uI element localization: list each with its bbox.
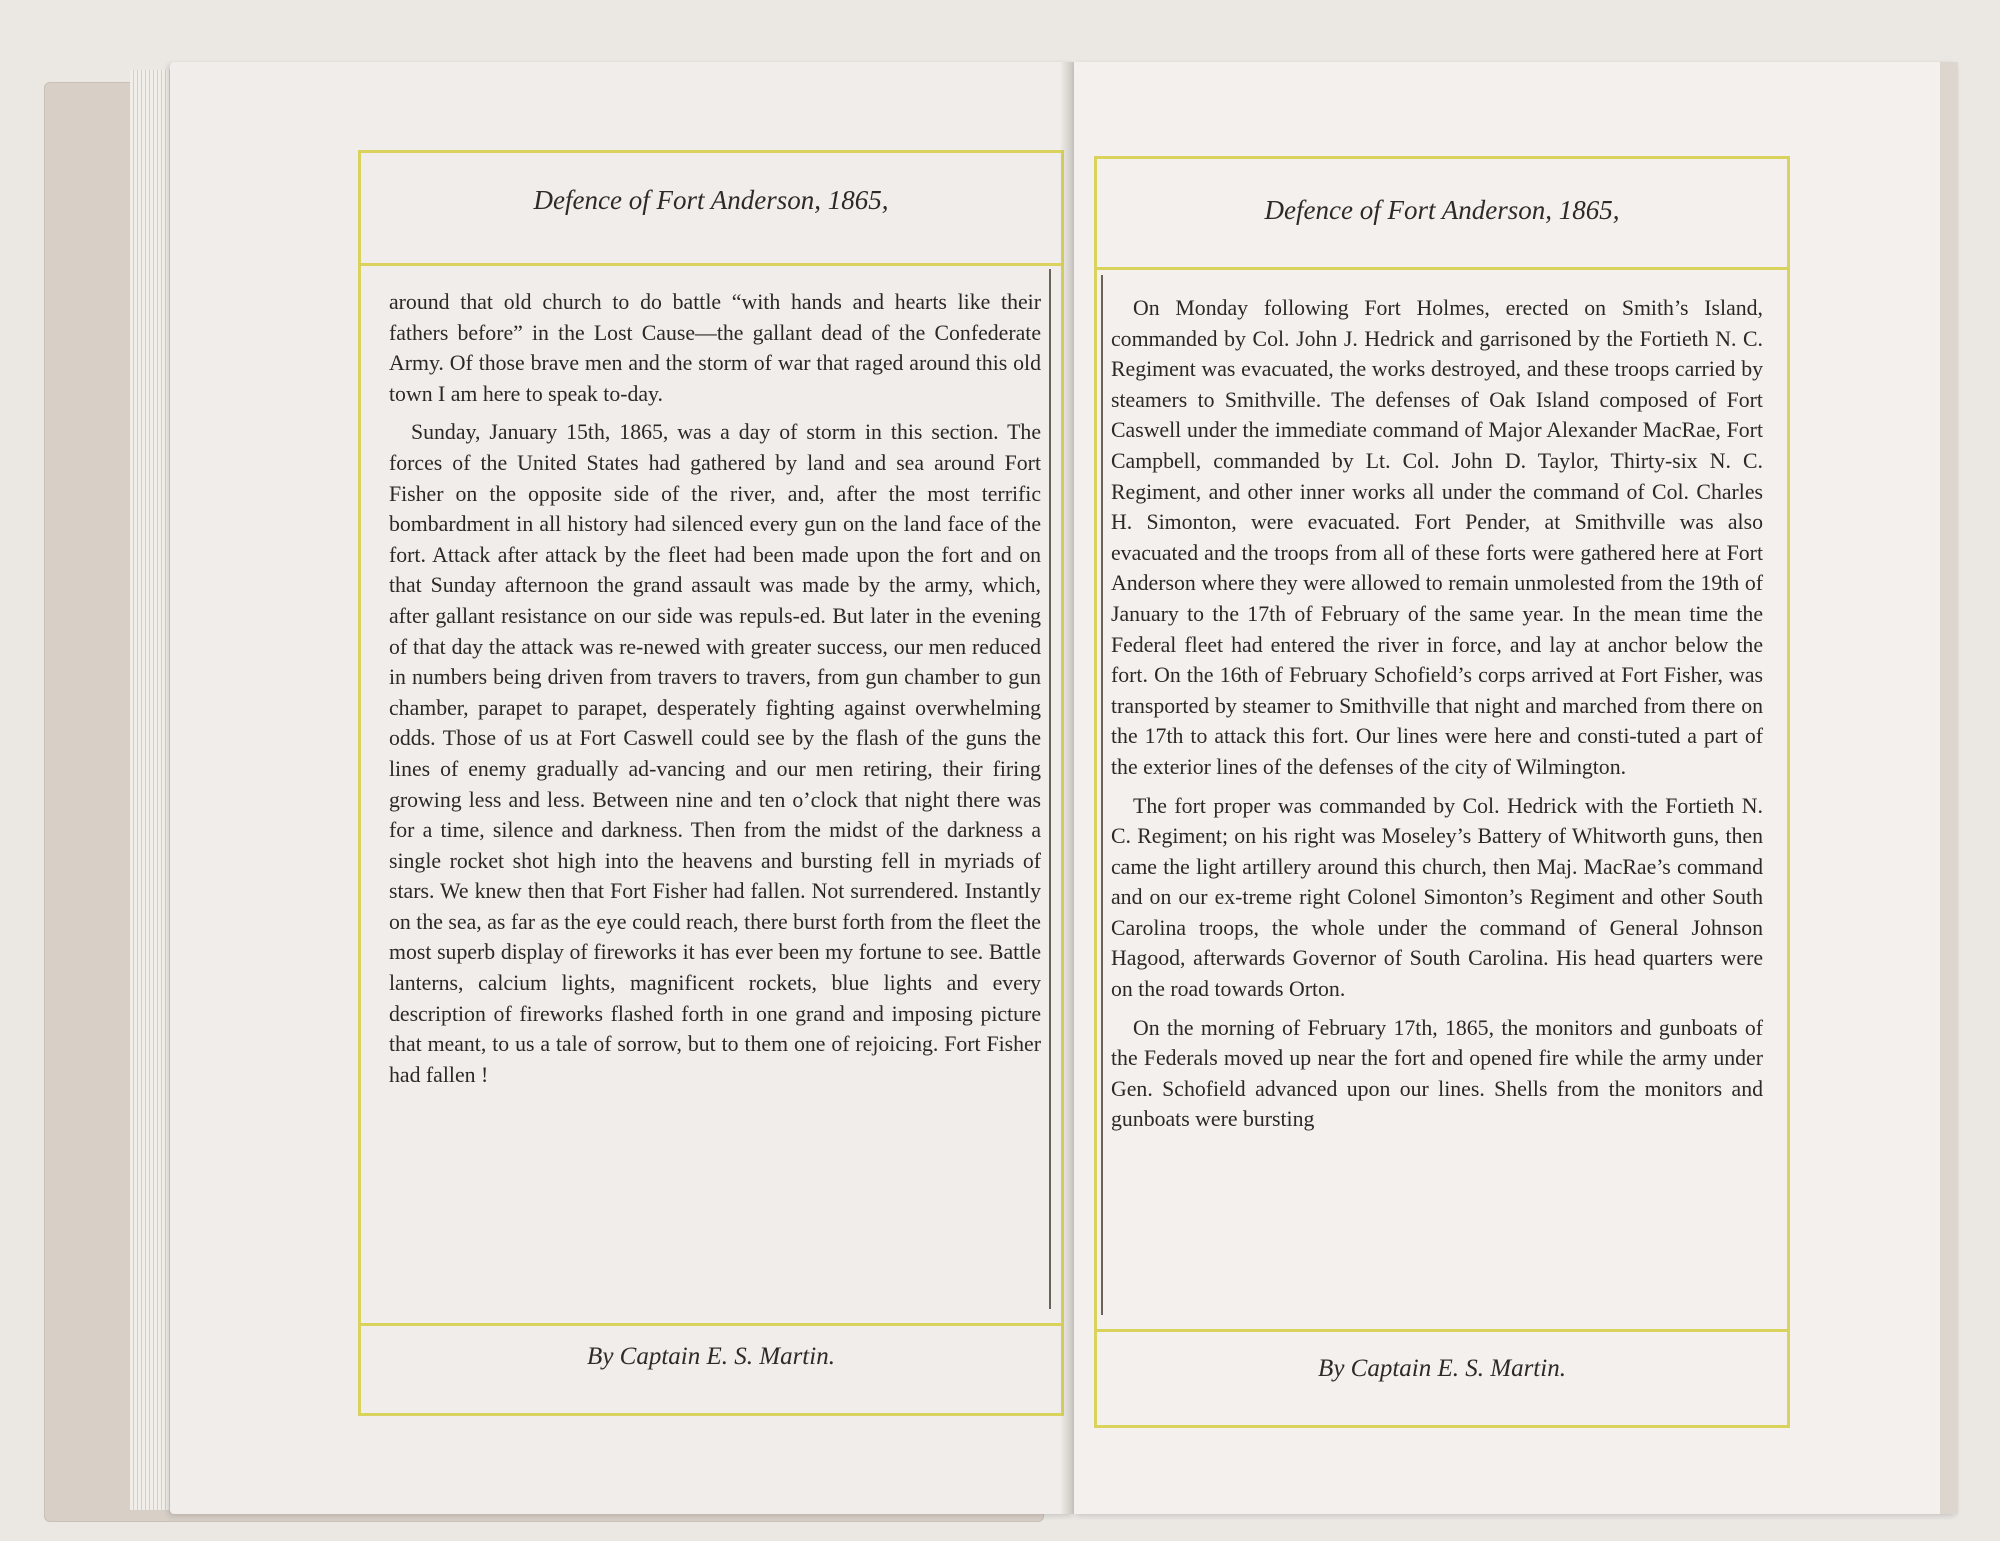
byline: By Captain E. S. Martin.	[1318, 1355, 1566, 1382]
right-page	[1074, 62, 1954, 1514]
header-rule	[1097, 267, 1787, 270]
left-text-column	[389, 287, 1041, 1098]
header-rule	[361, 263, 1061, 266]
page-edges	[130, 70, 170, 1510]
footer-rule	[361, 1323, 1061, 1326]
paragraph: On the morning of February 17th, 1865, the monitors and gunboats of the Federals moved up near the fort and opened fire while the army under Gen. Schofield advanced upon our lines. Shells from the monitors and gunboats were bursting	[1111, 1015, 1763, 1132]
page-heading: Defence of Fort Anderson, 1865,	[1264, 195, 1620, 225]
right-page-frame	[1094, 156, 1790, 1428]
paragraph: Sunday, January 15th, 1865, was a day of storm in this section. The forces of the United States had gathered by land and sea around Fort Fisher on the opposite side of the river, and, after the most terrific bombardment in all history had silenced every gun on the land face of the fort. Attack after attack by the fleet had been made upon the fort and on that Sunday afternoon the grand assault was made by the army, which, after gallant resistance on our side was repuls-ed. But later in the evening of that day the attack was re-newed with greater success, our men reduced in numbers being driven from travers to travers, from gun chamber to gun chamber, parapet to parapet, desperately fighting against overwhelming odds. Those of us at Fort Caswell could see by the flash of the guns the lines of enemy gradually ad-vancing and our men retiring, their firing growing less and less. Between nine and ten o’clock that night there was for a time, silence and darkness. Then from the midst of the darkness a single rocket shot high into the heavens and bursting fell in myriads of stars. We knew then that Fort Fisher had fallen. Not surrendered. Instantly on the sea, as far as the eye could reach, there burst forth from the fleet the most superb display of fireworks it has ever been my fortune to see. Battle lanterns, calcium lights, magnificent rockets, blue lights and every description of fireworks flashed forth in one grand and imposing picture that meant, to us a tale of sorrow, but to them one of rejoicing. Fort Fisher had fallen !	[389, 420, 1041, 1087]
right-text-column	[1111, 293, 1763, 1143]
footer-rule	[1097, 1329, 1787, 1332]
page-heading: Defence of Fort Anderson, 1865,	[533, 185, 889, 215]
right-page-edge	[1940, 62, 1958, 1514]
byline: By Captain E. S. Martin.	[587, 1343, 835, 1370]
text-column-rule	[1101, 275, 1103, 1315]
paragraph: around that old church to do battle “with hands and hearts like their fathers before” in the Lost Cause—the gallant dead of the Confederate Army. Of those brave men and the storm of war that raged around this old town I am here to speak to-day.	[389, 290, 1041, 406]
paragraph: On Monday following Fort Holmes, erected on Smith’s Island, commanded by Col. John J. Hedrick and garrisoned by the Fortieth N. C. Regiment was evacuated, the works destroyed, and these troops carried by steamers to Smithville. The defenses of Oak Island composed of Fort Caswell under the immediate command of Major Alexander MacRae, Fort Campbell, commanded by Lt. Col. John D. Taylor, Thirty-six N. C. Regiment, and other inner works all under the command of Col. Charles H. Simonton, were evacuated. Fort Pender, at Smithville was also evacuated and the troops from all of these forts were gathered here at Fort Anderson where they were allowed to remain unmolested from the 19th of January to the 17th of February of the same year. In the mean time the Federal fleet had entered the river in force, and lay at anchor below the fort. On the 16th of February Schofield’s corps arrived at Fort Fisher, was transported by steamer to Smithville that night and marched from there on the 17th to attack this fort. Our lines were here and consti-tuted a part of the exterior lines of the defenses of the city of Wilmington.	[1111, 296, 1763, 779]
paragraph: The fort proper was commanded by Col. Hedrick with the Fortieth N. C. Regiment; on his right was Moseley’s Battery of Whitworth guns, then came the light artillery around this church, then Maj. MacRae’s command and on our ex-treme right Colonel Simonton’s Regiment and other South Carolina troops, the whole under the command of General Johnson Hagood, afterwards Governor of South Carolina. His head quarters were on the road towards Orton.	[1111, 793, 1763, 1002]
left-page	[170, 62, 1074, 1514]
left-page-frame	[358, 150, 1064, 1416]
text-column-rule	[1049, 269, 1051, 1309]
